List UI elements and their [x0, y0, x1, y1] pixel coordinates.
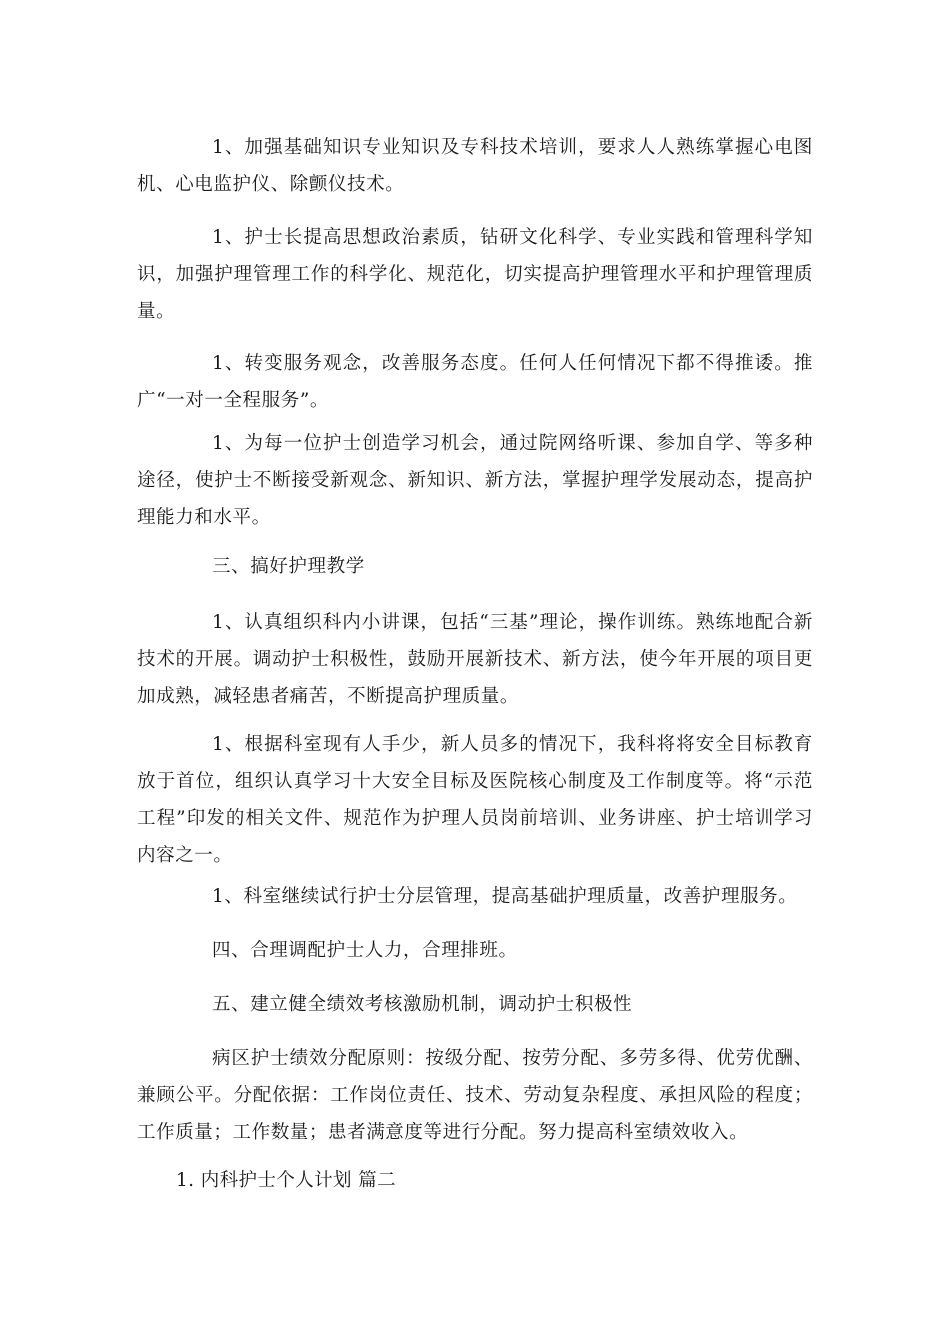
section-heading-performance: 五、建立健全绩效考核激励机制，调动护士积极性	[212, 994, 633, 1015]
paragraph-head-nurse: 1、护士长提高思想政治素质，钻研文化科学、专业实践和管理科学知识，加强护理管理工作的科学化、规范化，切实提高护理管理水平和护理管理质量。	[137, 227, 813, 322]
paragraph-service: 1、转变服务观念，改善服务态度。任何人任何情况下都不得推诿。推广“一对一全程服务”。	[137, 353, 813, 411]
section-heading-teaching: 三、搞好护理教学	[212, 556, 365, 577]
paragraph-distribution: 病区护士绩效分配原则：按级分配、按劳分配、多劳多得、优劳优酬、兼顾公平。分配依据：工作岗位责任、技术、劳动复杂程度、承担风险的程度；工作质量；工作数量；患者满意度等进行分配。努力提高科室绩效收入。	[137, 1048, 813, 1143]
paragraph-layered-management: 1、科室继续试行护士分层管理，提高基础护理质量，改善护理服务。	[212, 886, 798, 907]
paragraph-training: 1、加强基础知识专业知识及专科技术培训，要求人人熟练掌握心电图机、心电监护仪、除颤仪技术。	[137, 137, 813, 195]
section-subtitle: 1. 内科护士个人计划 篇二	[176, 1170, 397, 1191]
paragraph-safety: 1、根据科室现有人手少，新人员多的情况下，我科将将安全目标教育放于首位，组织认真学习十大安全目标及医院核心制度及工作制度等。将“示范工程”印发的相关文件、规范作为护理人员岗前培训、业务讲座、护士培训学习内容之一。	[137, 734, 813, 866]
paragraph-learning: 1、为每一位护士创造学习机会，通过院网络听课、参加自学、等多种途径，使护士不断接受新观念、新知识、新方法，掌握护理学发展动态，提高护理能力和水平。	[137, 433, 813, 528]
section-heading-staffing: 四、合理调配护士人力，合理排班。	[212, 940, 518, 961]
paragraph-lectures: 1、认真组织科内小讲课，包括“三基”理论，操作训练。熟练地配合新技术的开展。调动护士积极性，鼓励开展新技术、新方法，使今年开展的项目更加成熟，减轻患者痛苦，不断提高护理质量。	[137, 612, 813, 707]
